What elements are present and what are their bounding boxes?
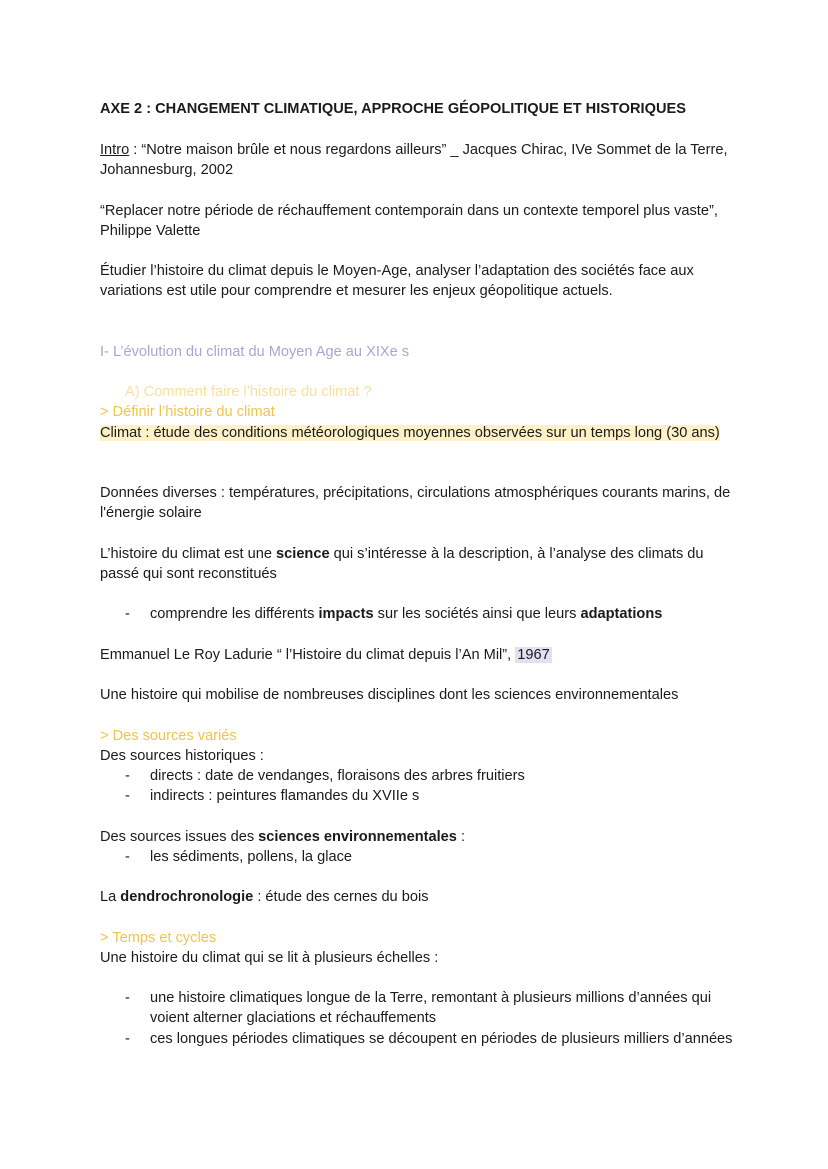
intro-text: : “Notre maison brûle et nous regardons ailleurs” _ Jacques Chirac, IVe Sommet de la Terre, Johannesburg, 2002 — [100, 142, 728, 179]
study-paragraph: Étudier l’histoire du climat depuis le Moyen-Age, analyser l’adaptation des sociétés face aux variations est utile pour comprendre et mesurer les enjeux géopolitique actuels. — [100, 263, 694, 300]
cycles-list — [100, 988, 740, 1049]
impacts-text-middle: sur les sociétés ainsi que leurs — [373, 606, 581, 622]
list-item: - une histoire climatiques longue de la Terre, remontant à plusieurs millions d’années qui voient alterner glaciations et réchauffements — [100, 988, 740, 1029]
historical-sources-label: Des sources historiques : — [100, 748, 264, 764]
ladurie-text: Emmanuel Le Roy Ladurie “ l’Histoire du climat depuis l’An Mil”, — [100, 647, 516, 663]
science-text-before: L’histoire du climat est une — [100, 546, 277, 562]
ladurie-year: 1967 — [517, 647, 550, 663]
heading-define: > Définir l’histoire du climat — [100, 404, 275, 420]
section-1-title: I- L’évolution du climat du Moyen Age au XIXe s — [100, 344, 410, 360]
subsection-a-title: A) Comment faire l’histoire du climat ? — [125, 384, 372, 400]
climate-definition-highlight: Climat : étude des conditions météorologiques moyennes observées sur un temps long (30 ans) — [100, 425, 720, 441]
document-title: AXE 2 : CHANGEMENT CLIMATIQUE, APPROCHE GÉOPOLITIQUE ET HISTORIQUES — [100, 101, 686, 117]
disciplines-paragraph: Une histoire qui mobilise de nombreuses disciplines dont les sciences environnementales — [100, 687, 679, 703]
list-item: - les sédiments, pollens, la glace — [100, 847, 740, 867]
science-paragraph — [100, 544, 740, 585]
ladurie-reference — [100, 645, 740, 665]
env-sources-label — [100, 827, 740, 847]
cycles-intro: Une histoire du climat qui se lit à plusieurs échelles : — [100, 950, 439, 966]
adaptations-bold: adaptations — [580, 606, 663, 622]
dendro-text-after: : étude des cernes du bois — [253, 889, 429, 905]
intro-label: Intro — [100, 142, 130, 158]
data-paragraph: Données diverses : températures, précipitations, circulations atmosphériques courants marins, de l'énergie solaire — [100, 485, 731, 522]
intro-paragraph — [100, 140, 740, 181]
env-text-before: Des sources issues des — [100, 829, 259, 845]
valette-quote: “Replacer notre période de réchauffement contemporain dans un contexte temporel plus vaste”, Philippe Valette — [100, 203, 718, 240]
dendro-bold: dendrochronologie — [120, 889, 254, 905]
historical-sources-list — [100, 766, 740, 807]
science-bold: science — [276, 546, 330, 562]
list-item — [100, 604, 740, 624]
dendro-paragraph — [100, 887, 740, 907]
impacts-bold: impacts — [318, 606, 374, 622]
list-item: - ces longues périodes climatiques se découpent en périodes de plusieurs milliers d’années — [100, 1029, 740, 1049]
heading-cycles: > Temps et cycles — [100, 930, 217, 946]
science-text-after: qui s’intéresse à la description, à l’analyse des climats du passé qui sont reconstitués — [100, 546, 704, 583]
list-item: - indirects : peintures flamandes du XVIIe s — [100, 786, 740, 806]
impacts-list — [100, 604, 740, 624]
env-bold: sciences environnementales — [258, 829, 457, 845]
climate-definition — [100, 423, 730, 443]
heading-sources: > Des sources variés — [100, 728, 237, 744]
impacts-text-before: comprendre les différents — [150, 606, 319, 622]
dendro-text-before: La — [100, 889, 121, 905]
env-sources-list — [100, 847, 740, 867]
env-text-after: : — [456, 829, 466, 845]
list-item: - directs : date de vendanges, floraisons des arbres fruitiers — [100, 766, 740, 786]
